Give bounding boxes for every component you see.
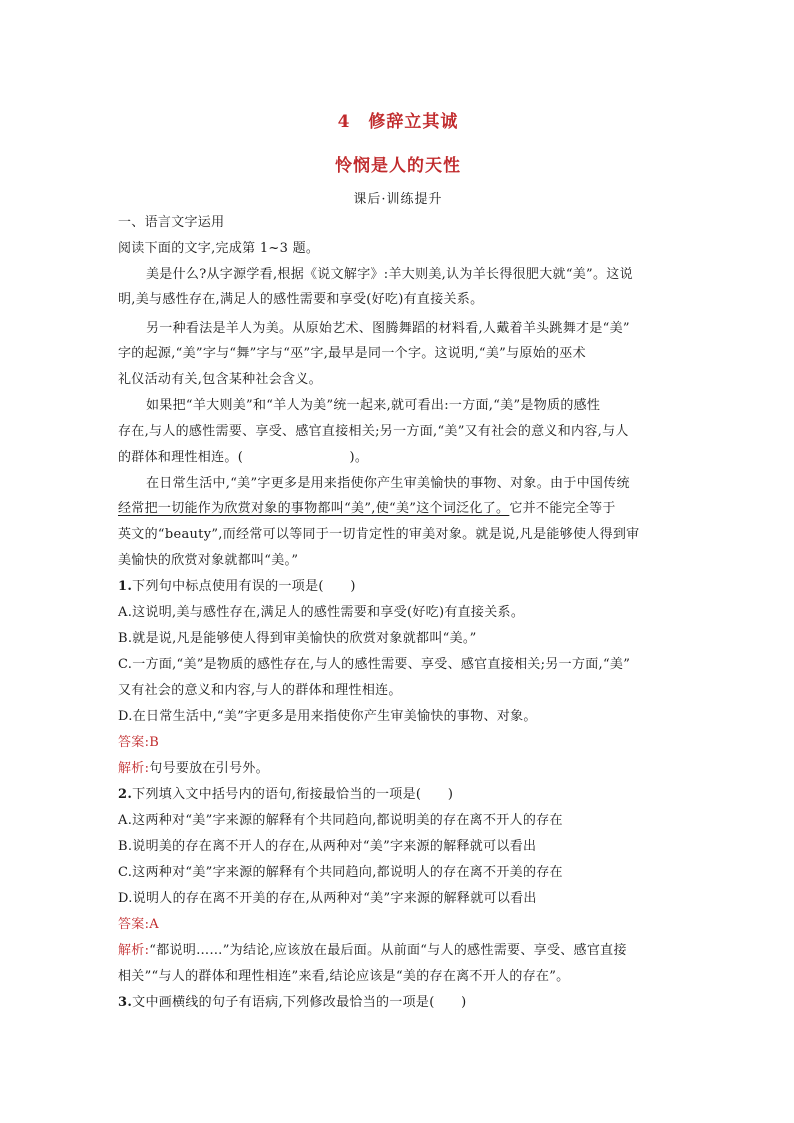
underlined-sentence: 经常把一切能作为欣赏对象的事物都叫“美”,使“美”这个词泛化了。 — [118, 501, 510, 516]
passage-p1-line2: 明,美与感性存在,满足人的感性需要和享受(好吃)有直接关系。 — [118, 292, 484, 307]
q1-analysis — [118, 760, 269, 778]
passage-p4-line2 — [118, 500, 616, 518]
instruction: 阅读下面的文字,完成第 1~3 题。 — [118, 241, 320, 256]
q2-option-a: A.这两种对“美”字来源的解释有个共同趋向,都说明美的存在离不开人的存在 — [118, 813, 563, 828]
q2-analysis-line2: 相关”“与人的群体和理性相连”来看,结论应该是“美的存在离不开人的存在”。 — [118, 969, 570, 984]
q2-answer-value: A — [149, 917, 159, 932]
q1-option-a: A.这说明,美与感性存在,满足人的感性需要和享受(好吃)有直接关系。 — [118, 605, 525, 620]
q1-option-b: B.就是说,凡是能够使人得到审美愉快的欣赏对象就都叫“美。” — [118, 631, 477, 646]
q1-option-d: D.在日常生活中,“美”字更多是用来指使你产生审美愉快的事物、对象。 — [118, 709, 537, 724]
passage-p4-line1-text: 在日常生活中,“美”字更多是用来指使你产生审美愉快的事物、对象。 — [146, 476, 551, 491]
q2-number: 2. — [118, 787, 133, 802]
q2-option-b: B.说明美的存在离不开人的存在,从两种对“美”字来源的解释就可以看出 — [118, 839, 537, 854]
q1-option-c-line2: 又有社会的意义和内容,与人的群体和理性相连。 — [118, 683, 402, 698]
passage-p4-line2-tail: 它并不能完全等于 — [509, 501, 616, 516]
q1-answer-label: 答案: — [118, 735, 150, 750]
passage-p4-line1-tail: 由于中国传统 — [550, 476, 630, 491]
passage-p4-line1 — [146, 475, 630, 493]
passage-p2-line3: 礼仪活动有关,包含某种社会含义。 — [118, 372, 322, 387]
q2-option-c: C.这两种对“美”字来源的解释有个共同趋向,都说明人的存在离不开美的存在 — [118, 865, 563, 880]
q2-option-d: D.说明人的存在离不开美的存在,从两种对“美”字来源的解释就可以看出 — [118, 891, 537, 906]
q1-analysis-label: 解析: — [118, 761, 150, 776]
passage-p1-line1: 美是什么?从字源学看,根据《说文解字》:羊大则美,认为羊长得很肥大就“美”。这说 — [146, 267, 633, 282]
article-title: 怜悯是人的天性 — [335, 156, 461, 176]
q3-stem-text: 文中画横线的句子有语病,下列修改最恰当的一项是( ) — [132, 995, 467, 1010]
q3-number: 3. — [118, 995, 133, 1010]
passage-p3-line3: 的群体和理性相连。( )。 — [118, 450, 369, 465]
q1-number: 1. — [118, 579, 133, 594]
q2-analysis-text: “都说明……”为结论,应该放在最后面。从前面“与人的感性需要、享受、感官直接 — [149, 943, 627, 958]
section-subtitle: 课后·训练提升 — [353, 192, 443, 207]
passage-p2-line2: 字的起源,“美”字与“舞”字与“巫”字,最早是同一个字。这说明,“美”与原始的巫术 — [118, 346, 586, 361]
q2-answer — [118, 916, 159, 934]
part-heading: 一、语言文字运用 — [118, 215, 225, 230]
q2-analysis-label: 解析: — [118, 943, 150, 958]
lesson-title: 4 修辞立其诚 — [337, 112, 459, 132]
passage-p4-line4: 美愉快的欣赏对象就都叫“美。” — [118, 553, 299, 568]
q1-answer-value: B — [149, 735, 160, 750]
q1-answer — [118, 734, 159, 752]
q1-option-c-line1: C.一方面,“美”是物质的感性存在,与人的感性需要、享受、感官直接相关;另一方面,“美” — [118, 657, 631, 672]
passage-p3-line2: 存在,与人的感性需要、享受、感官直接相关;另一方面,“美”又有社会的意义和内容,与人 — [118, 424, 629, 439]
passage-p3-line1: 如果把“羊大则美”和“羊人为美”统一起来,就可看出:一方面,“美”是物质的感性 — [146, 398, 601, 413]
q2-stem — [118, 786, 453, 804]
passage-p2-line1: 另一种看法是羊人为美。从原始艺术、图腾舞蹈的材料看,人戴着羊头跳舞才是“美” — [146, 321, 630, 336]
q1-analysis-text: 句号要放在引号外。 — [149, 761, 269, 776]
q2-analysis-line1 — [118, 942, 627, 960]
q2-stem-text: 下列填入文中括号内的语句,衔接最恰当的一项是( ) — [132, 787, 454, 802]
q1-stem-text: 下列句中标点使用有误的一项是( ) — [132, 579, 356, 594]
q3-stem — [118, 994, 467, 1012]
passage-p4-line3: 英文的“beauty”,而经常可以等同于一切肯定性的审美对象。就是说,凡是能够使人得到审 — [118, 527, 640, 542]
q1-stem — [118, 578, 356, 596]
q2-answer-label: 答案: — [118, 917, 150, 932]
